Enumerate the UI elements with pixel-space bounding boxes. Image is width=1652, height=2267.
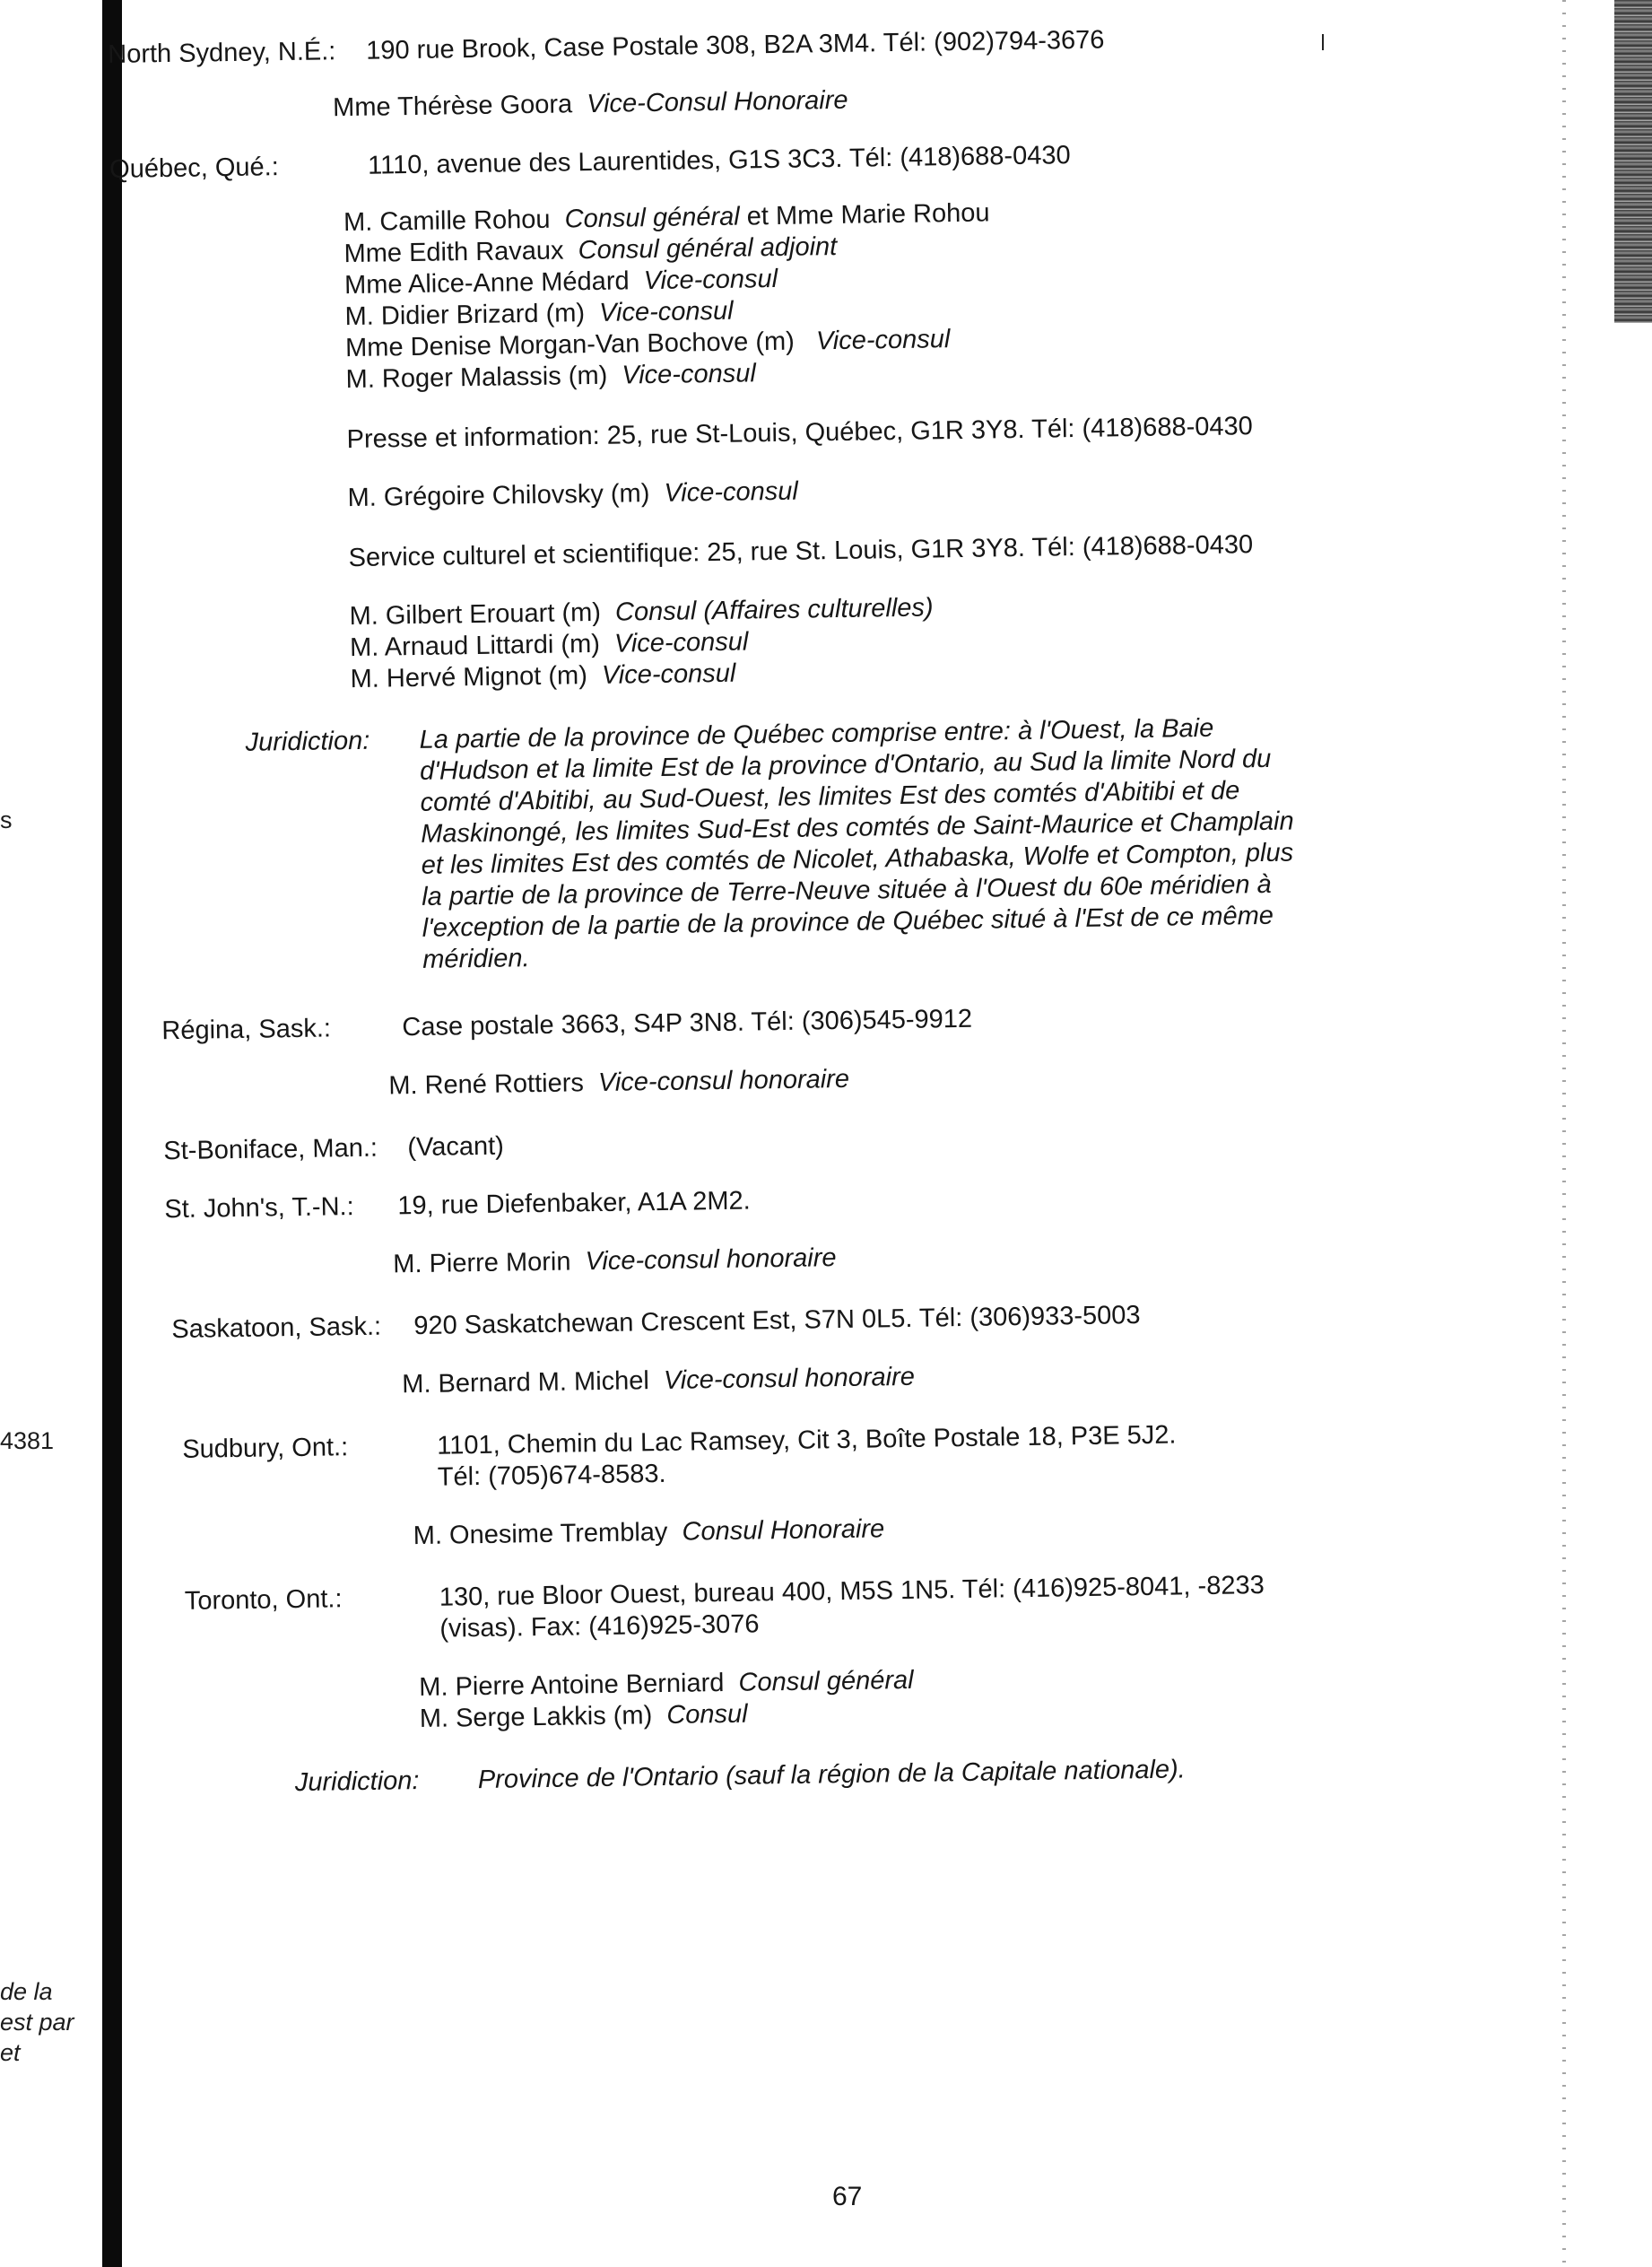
jurisdiction-line: la partie de la province de Terre-Neuve située à l'Ouest du 60e méridien à [421, 869, 1272, 911]
staff-title: Consul Honoraire [682, 1514, 885, 1547]
staff-name: Mme Edith Ravaux [343, 236, 564, 269]
staff-name: M. Grégoire Chilovsky (m) [347, 479, 650, 513]
jurisdiction-line: Maskinongé, les limites Sud-Est des comtés de Saint-Maurice et Champlain [420, 807, 1294, 849]
staff-title: Vice-consul [643, 264, 778, 296]
consulate-entry [109, 134, 1520, 981]
staff-member [388, 1054, 1522, 1103]
staff-list [349, 584, 1516, 695]
staff-name: M. Roger Malassis (m) [345, 361, 608, 395]
staff-title: Vice-consul [601, 658, 736, 690]
staff-name: M. Bernard M. Michel [402, 1366, 650, 1399]
staff-title: Consul [666, 1699, 748, 1730]
address-line: Tél: (705)674-8583. [437, 1459, 666, 1492]
margin-fragment-line: de la [0, 1978, 53, 2005]
consulate-place: Toronto, Ont.: [184, 1584, 343, 1616]
jurisdiction-line: méridien. [422, 944, 530, 974]
scan-right-edge [1614, 0, 1652, 323]
consulate-address: 1110, avenue des Laurentides, G1S 3C3. Tél: (418)688-0430 [367, 141, 1071, 180]
staff-name: Mme Alice-Anne Médard [343, 266, 630, 301]
margin-fragment-s: s [0, 807, 13, 833]
jurisdiction-text [419, 709, 1499, 976]
staff-name: M. Serge Lakkis (m) [419, 1701, 653, 1734]
jurisdiction-line: comté d'Abitibi, au Sud-Ouest, les limites Est des comtés d'Abitibi et de [420, 776, 1240, 817]
staff-name: Mme Denise Morgan-Van Bochove (m) [344, 327, 796, 363]
consulate-address: 920 Saskatchewan Crescent Est, S7N 0L5. Tél: (306)933-5003 [413, 1301, 1141, 1341]
consulate-address: 190 rue Brook, Case Postale 308, B2A 3M4. Tél: (902)794-3676 [365, 25, 1105, 65]
staff-name: M. Arnaud Littardi (m) [349, 629, 601, 663]
staff-list [343, 190, 1517, 695]
consulate-address [439, 1570, 1265, 1645]
consulate-place: Sudbury, Ont.: [182, 1433, 349, 1464]
consulate-entry [125, 1174, 1525, 1285]
staff-extra: et Mme Marie Rohou [746, 198, 990, 231]
jurisdiction-label: Juridiction: [294, 1766, 420, 1798]
consulate-place: St-Boniface, Man.: [163, 1133, 378, 1166]
staff-name: M. Gilbert Erouart (m) [349, 597, 602, 632]
consulate-entry [126, 1295, 1526, 1405]
staff-name: M. Pierre Morin [393, 1247, 571, 1279]
consulate-entry [108, 19, 1508, 127]
staff-title: Vice-consul [598, 296, 734, 327]
jurisdiction-line: et les limites Est des comtés de Nicolet, Athabaska, Wolfe et Compton, plus [421, 838, 1294, 880]
consulate-address: (Vacant) [407, 1131, 505, 1163]
jurisdiction-text [478, 1750, 1465, 1796]
jurisdiction-line: Province de l'Ontario (sauf la région de la Capitale nationale). [477, 1755, 1186, 1795]
scan-dotted-edge [1562, 0, 1566, 2267]
staff-title: Vice-Consul Honoraire [587, 85, 848, 119]
staff-title: Vice-consul honoraire [597, 1064, 850, 1098]
jurisdiction [117, 709, 1520, 981]
staff-title: Consul général adjoint [578, 231, 838, 266]
section-heading: Presse et information: 25, rue St-Louis, Québec, G1R 3Y8. Tél: (418)688-0430 [346, 412, 1253, 455]
address-line: 1101, Chemin du Lac Ramsey, Cit 3, Boîte Postale 18, P3E 5J2. [437, 1420, 1177, 1460]
jurisdiction-label: Juridiction: [245, 726, 370, 757]
consulate-directory [108, 19, 1533, 1801]
page-number: 67 [832, 2182, 863, 2211]
jurisdiction [134, 1749, 1533, 1801]
staff-name: M. Onesime Tremblay [413, 1517, 668, 1551]
margin-fragment-number: 4381 [0, 1427, 55, 1454]
consulate-place: Québec, Qué.: [109, 153, 279, 184]
address-line: (visas). Fax: (416)925-3076 [439, 1609, 760, 1644]
consulate-place: St. John's, T.-N.: [164, 1192, 354, 1225]
jurisdiction-line: l'exception de la partie de la province de Québec situé à l'Est de ce même [422, 901, 1274, 943]
staff-title: Vice-consul [622, 359, 757, 390]
staff-member [347, 466, 1513, 514]
staff-title: Consul (Affaires culturelles) [614, 593, 934, 627]
consulate-place: Régina, Sask.: [161, 1014, 332, 1046]
staff-title: Vice-consul [664, 476, 799, 508]
staff-name: M. René Rottiers [388, 1068, 585, 1101]
consulate-address: Case postale 3663, S4P 3N8. Tél: (306)545-9912 [402, 1004, 973, 1042]
consulate-address: 19, rue Diefenbaker, A1A 2M2. [397, 1186, 751, 1221]
consulate-entry [122, 996, 1522, 1106]
staff-member [413, 1504, 1529, 1552]
address-line: 130, rue Bloor Ouest, bureau 400, M5S 1N5. Tél: (416)925-8041, -8233 [439, 1571, 1265, 1612]
consulate-place: Saskatoon, Sask.: [171, 1312, 382, 1345]
staff-list [419, 1656, 1532, 1735]
staff-member [333, 75, 1508, 124]
staff-title: Consul général [564, 202, 740, 234]
staff-member [393, 1233, 1525, 1281]
jurisdiction-line: d'Hudson et la limite Est de la province d'Ontario, au Sud la limite Nord du [419, 744, 1272, 786]
consulate-entry [131, 1566, 1533, 1801]
staff-name: Mme Thérèse Goora [332, 90, 573, 123]
staff-title: Vice-consul [613, 627, 749, 658]
consulate-entry [128, 1415, 1529, 1556]
margin-fragment-line: et [0, 2039, 21, 2066]
staff-name: M. Hervé Mignot (m) [350, 661, 588, 694]
staff-name: M. Pierre Antoine Berniard [419, 1669, 725, 1703]
jurisdiction-line: La partie de la province de Québec comprise entre: à l'Ouest, la Baie [419, 713, 1214, 754]
section-heading: Service culturel et scientifique: 25, rue St. Louis, G1R 3Y8. Tél: (418)688-0430 [348, 530, 1254, 573]
staff-title: Vice-consul [815, 325, 951, 356]
consulate-address [437, 1419, 1177, 1493]
consulate-place: North Sydney, N.É.: [108, 37, 336, 69]
consulate-entry [124, 1116, 1523, 1168]
staff-name: M. Didier Brizard (m) [344, 299, 586, 332]
staff-title: Vice-consul honoraire [663, 1362, 916, 1395]
staff-member [402, 1353, 1526, 1401]
staff-title: Vice-consul honoraire [585, 1243, 837, 1277]
staff-name: M. Camille Rohou [343, 205, 551, 238]
margin-fragment-line: est par [0, 2009, 74, 2036]
staff-title: Consul général [738, 1665, 914, 1697]
